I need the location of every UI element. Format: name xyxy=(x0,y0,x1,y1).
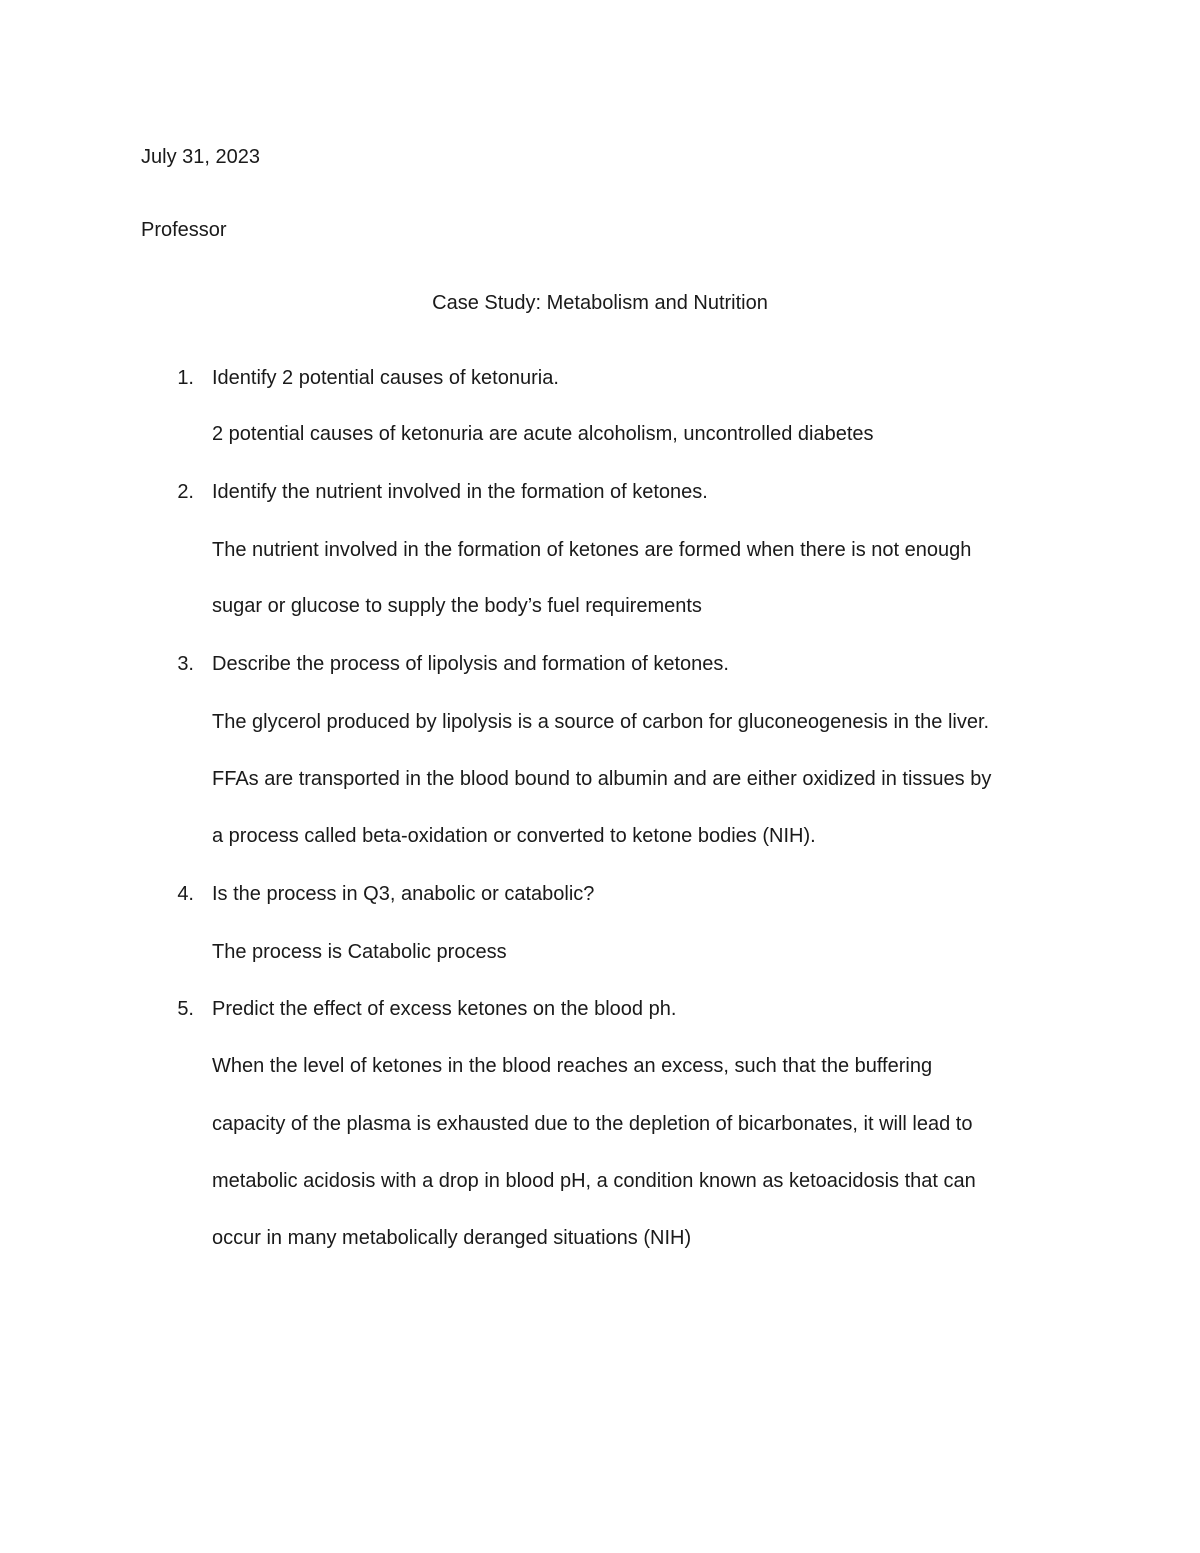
answer-line: 2 potential causes of ketonuria are acute alcoholism, uncontrolled diabetes xyxy=(212,423,874,445)
question-number: 1. xyxy=(177,367,194,389)
question-text: Identify 2 potential causes of ketonuria. xyxy=(212,367,559,389)
answer-line: sugar or glucose to supply the body’s fuel requirements xyxy=(212,595,702,617)
question-text: Is the process in Q3, anabolic or catabolic? xyxy=(212,883,595,905)
question-number: 5. xyxy=(177,998,194,1020)
date: July 31, 2023 xyxy=(141,146,260,168)
question-number: 2. xyxy=(177,481,194,503)
answer-line: The process is Catabolic process xyxy=(212,941,507,963)
question-text: Identify the nutrient involved in the formation of ketones. xyxy=(212,481,708,503)
question-number: 4. xyxy=(177,883,194,905)
answer-line: The glycerol produced by lipolysis is a source of carbon for gluconeogenesis in the liver. xyxy=(212,711,990,733)
answer-line: occur in many metabolically deranged situations (NIH) xyxy=(212,1227,692,1249)
answer-line: The nutrient involved in the formation of ketones are formed when there is not enough xyxy=(212,539,972,561)
document-title: Case Study: Metabolism and Nutrition xyxy=(432,292,768,314)
question-text: Describe the process of lipolysis and formation of ketones. xyxy=(212,653,729,675)
question-number: 3. xyxy=(177,653,194,675)
answer-line: FFAs are transported in the blood bound to albumin and are either oxidized in tissues by xyxy=(212,768,992,790)
question-text: Predict the effect of excess ketones on the blood ph. xyxy=(212,998,677,1020)
answer-line: metabolic acidosis with a drop in blood pH, a condition known as ketoacidosis that can xyxy=(212,1170,976,1192)
answer-line: a process called beta-oxidation or converted to ketone bodies (NIH). xyxy=(212,825,816,847)
answer-line: capacity of the plasma is exhausted due to the depletion of bicarbonates, it will lead to xyxy=(212,1113,973,1135)
answer-line: When the level of ketones in the blood reaches an excess, such that the buffering xyxy=(212,1055,933,1077)
recipient: Professor xyxy=(141,219,227,241)
